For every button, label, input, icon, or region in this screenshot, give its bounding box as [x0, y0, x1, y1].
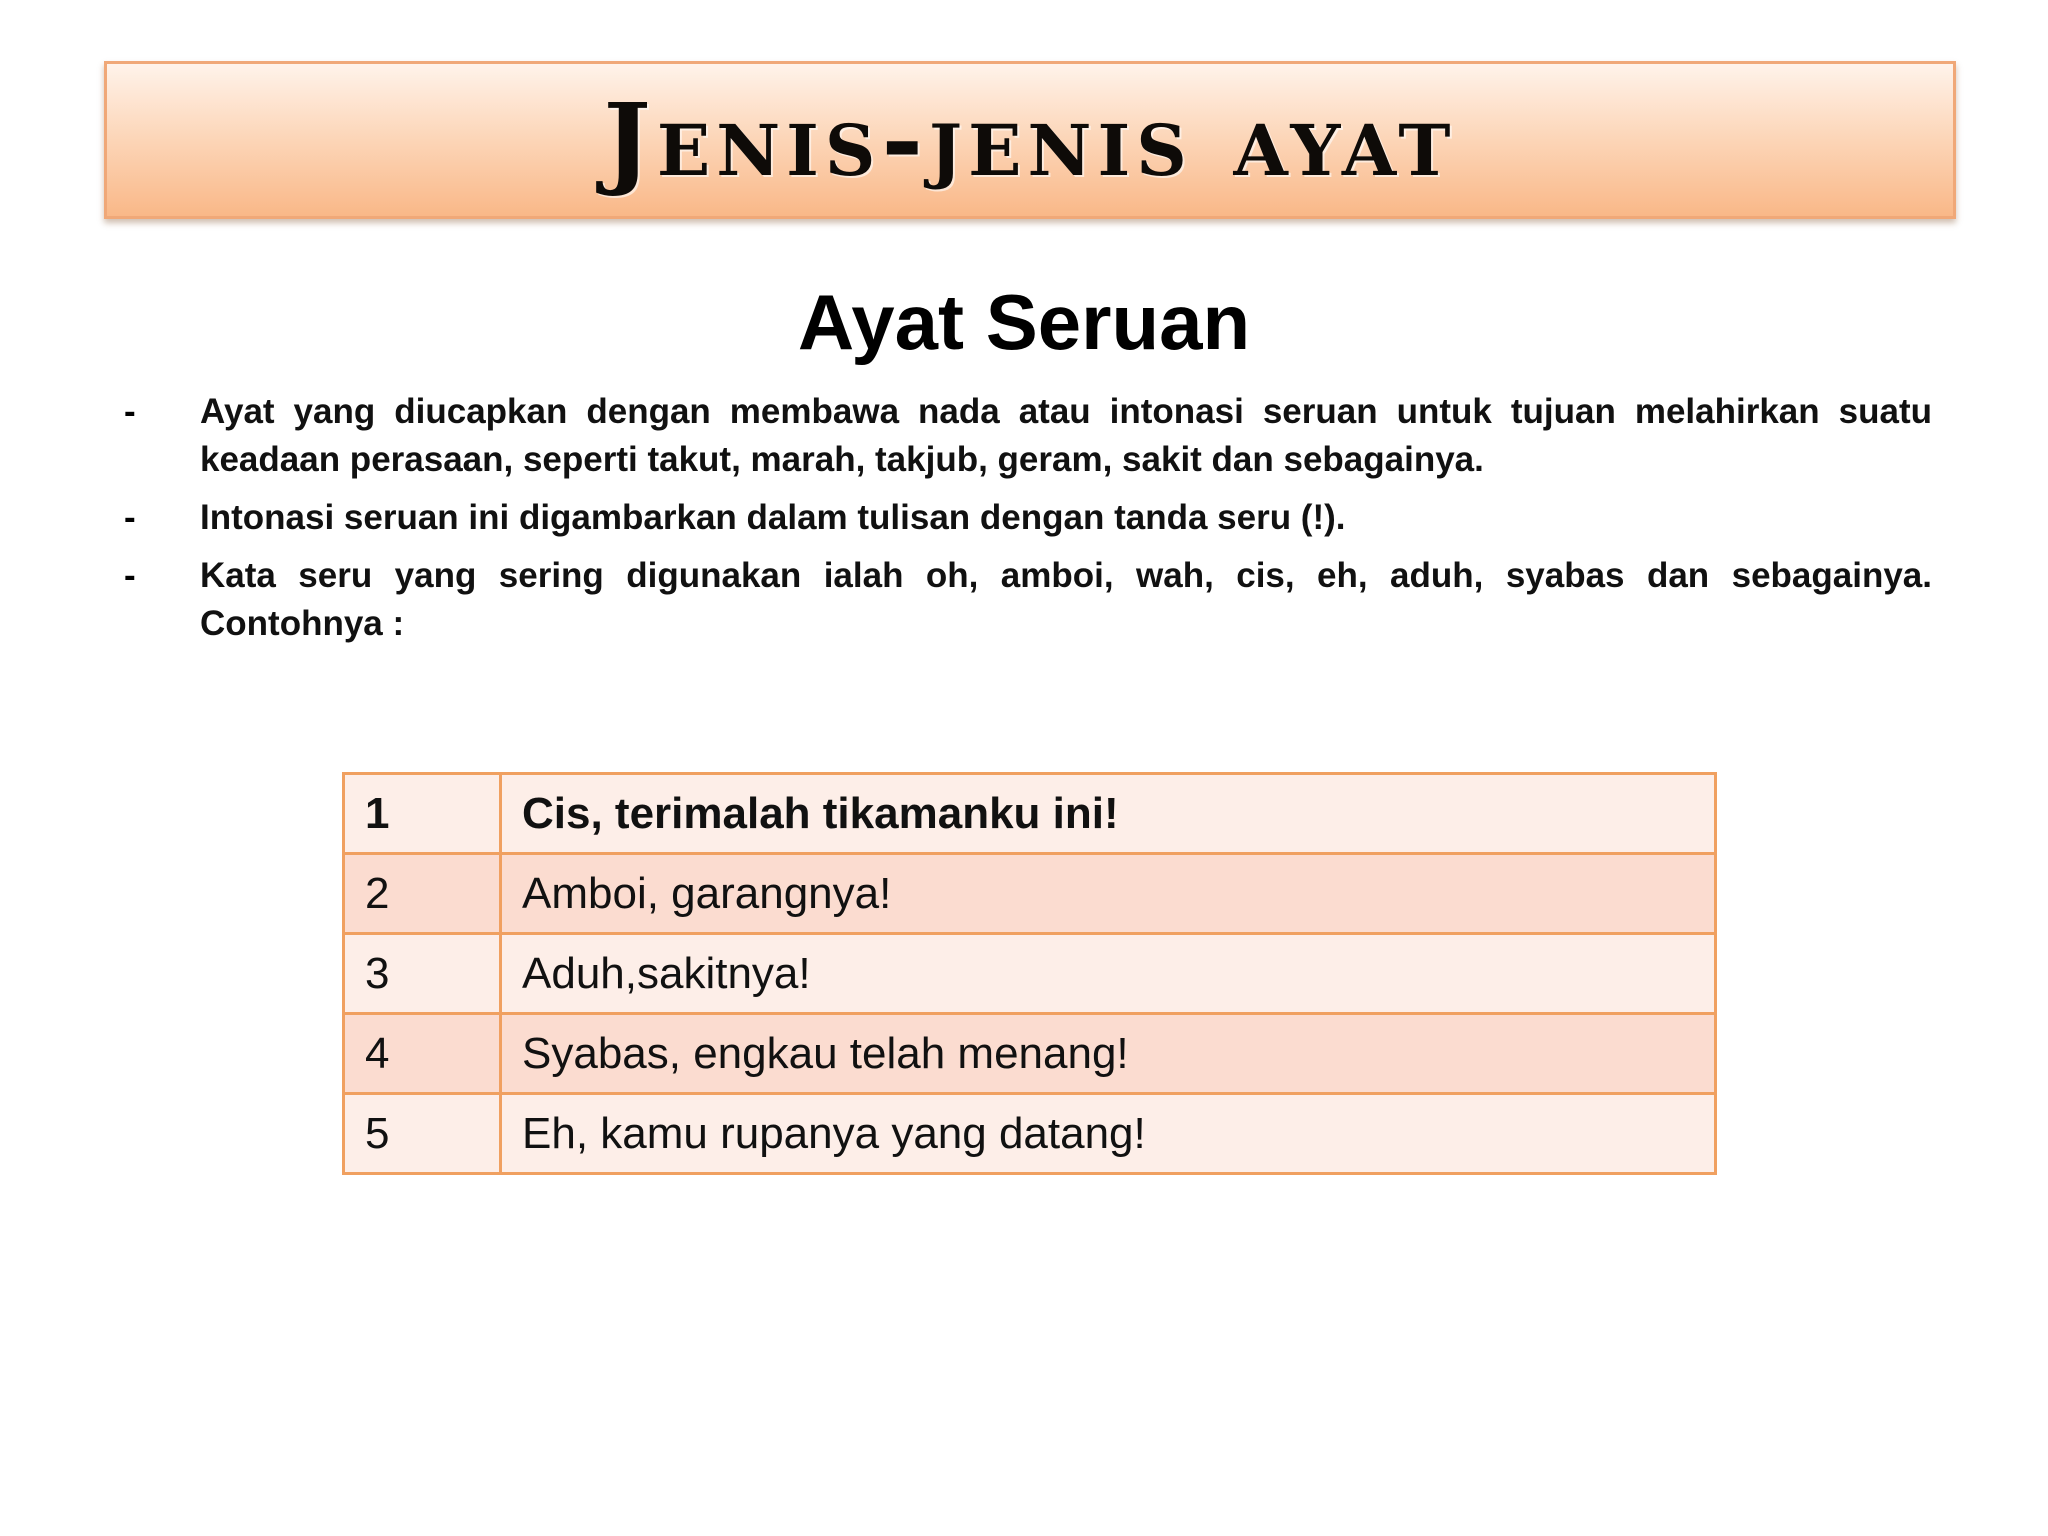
example-sentence: Syabas, engkau telah menang! — [501, 1014, 1716, 1094]
row-number: 2 — [344, 854, 501, 934]
bullet-marker: - — [124, 392, 136, 431]
bullet-marker: - — [124, 556, 136, 595]
bullet-item-3 — [124, 552, 1932, 648]
example-sentence: Eh, kamu rupanya yang datang! — [501, 1094, 1716, 1174]
bullet-item-1 — [124, 388, 1932, 484]
slide-title: Jenis-jenis ayat — [603, 81, 1457, 199]
example-sentence: Cis, terimalah tikamanku ini! — [501, 774, 1716, 854]
table-row — [344, 774, 1716, 854]
slide-subtitle: Ayat Seruan — [797, 278, 1251, 366]
bullet-text: Ayat yang diucapkan dengan membawa nada atau intonasi seruan untuk tujuan melahirkan suatu keadaan perasaan, seperti takut, marah, takjub, geram, sakit dan sebagainya. — [200, 392, 1932, 479]
bullet-item-2 — [124, 494, 1932, 542]
example-sentence: Aduh,sakitnya! — [501, 934, 1716, 1014]
table-row — [344, 934, 1716, 1014]
examples-table — [342, 772, 1717, 1175]
bullet-marker: - — [124, 498, 136, 537]
bullet-list — [124, 388, 1932, 658]
table-row — [344, 1014, 1716, 1094]
example-sentence: Amboi, garangnya! — [501, 854, 1716, 934]
table-row — [344, 1094, 1716, 1174]
bullet-text: Kata seru yang sering digunakan ialah oh, amboi, wah, cis, eh, aduh, syabas dan sebagainya. Contohnya : — [200, 556, 1932, 643]
row-number: 1 — [344, 774, 501, 854]
row-number: 5 — [344, 1094, 501, 1174]
row-number: 4 — [344, 1014, 501, 1094]
table-row — [344, 854, 1716, 934]
bullet-text: Intonasi seruan ini digambarkan dalam tulisan dengan tanda seru (!). — [200, 498, 1346, 537]
title-banner — [104, 61, 1956, 219]
row-number: 3 — [344, 934, 501, 1014]
